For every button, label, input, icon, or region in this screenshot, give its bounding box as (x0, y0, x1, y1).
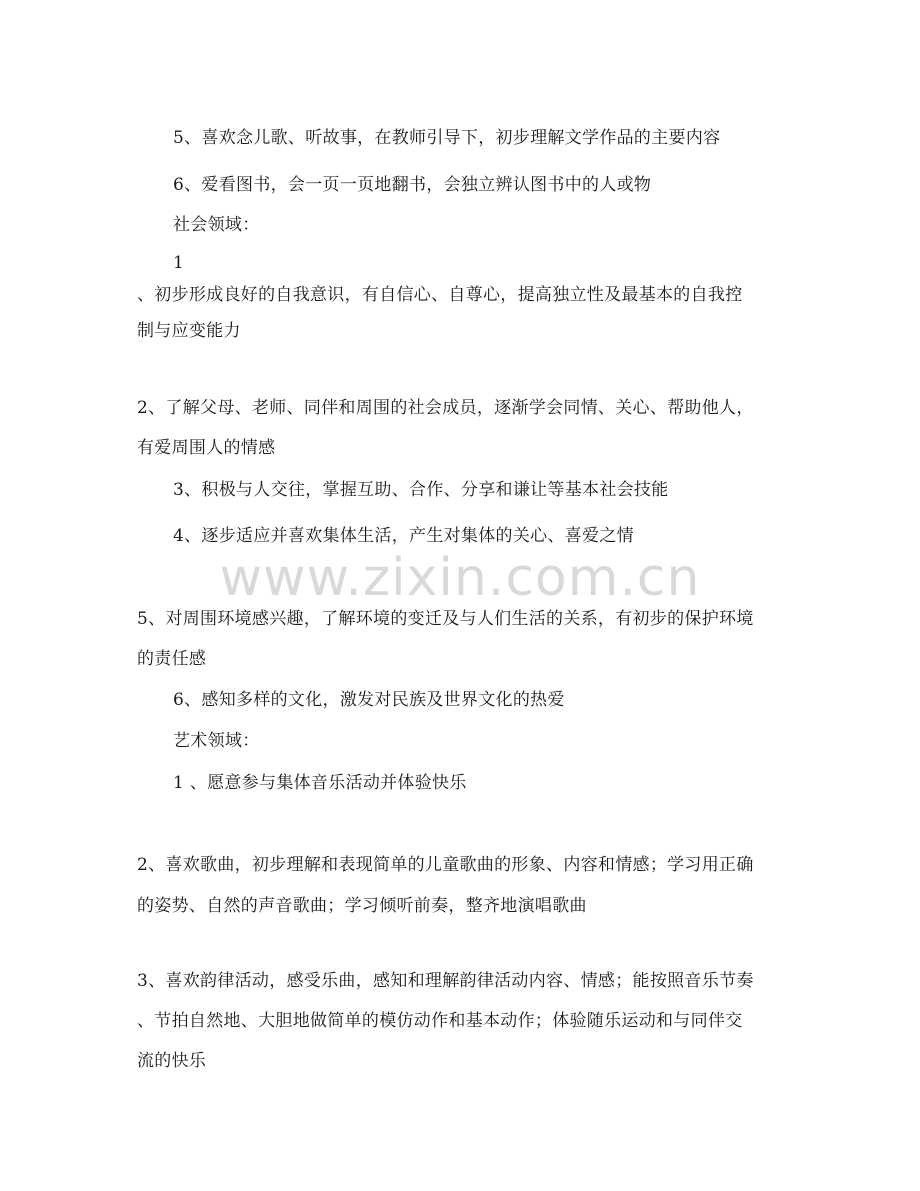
paragraph-art-3-line2: 、节拍自然地、大胆地做简单的模仿动作和基本动作；体验随乐运动和与同伴交 (137, 1011, 743, 1031)
paragraph-art-3-line1: 3、喜欢韵律活动，感受乐曲，感知和理解韵律活动内容、情感；能按照音乐节奏 (137, 971, 754, 991)
site-watermark: www.zixin.com.cn (219, 548, 701, 608)
paragraph-social-3: 3、积极与人交往，掌握互助、合作、分享和谦让等基本社会技能 (173, 480, 669, 500)
paragraph-language-6: 6、爱看图书，会一页一页地翻书，会独立辨认图书中的人或物 (173, 175, 652, 195)
heading-art-domain: 艺术领域： (173, 731, 260, 751)
paragraph-art-2-line1: 2、喜欢歌曲，初步理解和表现简单的儿童歌曲的形象、内容和情感；学习用正确 (137, 855, 754, 875)
heading-social-domain: 社会领域： (173, 215, 260, 235)
paragraph-social-4: 4、逐步适应并喜欢集体生活，产生对集体的关心、喜爱之情 (173, 526, 634, 546)
paragraph-language-5: 5、喜欢念儿歌、听故事，在教师引导下，初步理解文学作品的主要内容 (173, 128, 721, 148)
paragraph-social-1-number: 1 (173, 253, 185, 273)
paragraph-social-5-line2: 的责任感 (137, 649, 207, 669)
paragraph-art-1: 1 、愿意参与集体音乐活动并体验快乐 (173, 773, 467, 793)
paragraph-art-3-line3: 流的快乐 (137, 1051, 207, 1071)
paragraph-social-5-line1: 5、对周围环境感兴趣，了解环境的变迁及与人们生活的关系，有初步的保护环境 (137, 609, 754, 629)
paragraph-social-6: 6、感知多样的文化，激发对民族及世界文化的热爱 (173, 690, 565, 710)
paragraph-social-1-line1: 、初步形成良好的自我意识，有自信心、自尊心，提高独立性及最基本的自我控 (137, 285, 743, 305)
paragraph-art-2-line2: 的姿势、自然的声音歌曲；学习倾听前奏，整齐地演唱歌曲 (137, 896, 587, 916)
paragraph-social-1-line2: 制与应变能力 (137, 321, 241, 341)
paragraph-social-2-line1: 2、了解父母、老师、同伴和周围的社会成员，逐渐学会同情、关心、帮助他人， (137, 398, 754, 418)
paragraph-social-2-line2: 有爱周围人的情感 (137, 438, 276, 458)
